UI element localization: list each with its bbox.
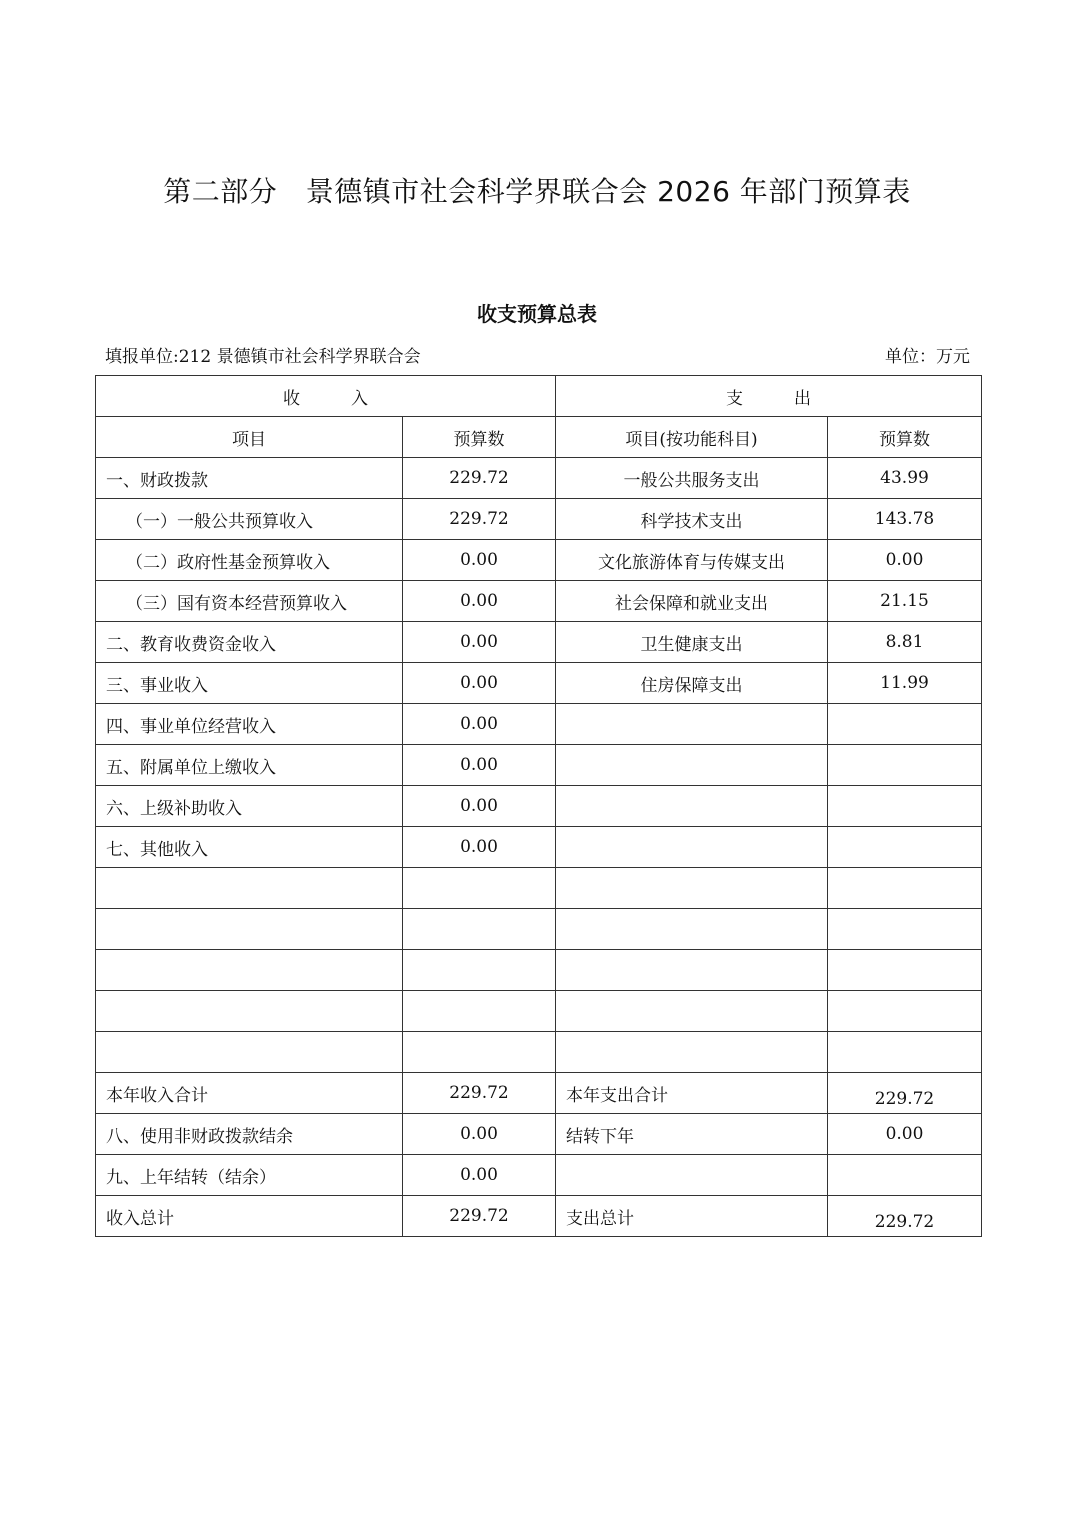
table-row xyxy=(96,663,982,704)
table-row xyxy=(96,1196,982,1237)
expense-amount xyxy=(828,786,982,827)
expense-item xyxy=(556,745,828,786)
income-item: 八、使用非财政拨款结余 xyxy=(96,1114,403,1155)
expense-amount: 11.99 xyxy=(828,663,982,704)
table-row xyxy=(96,909,982,950)
income-item xyxy=(96,868,403,909)
expense-amount xyxy=(828,1155,982,1196)
expense-amount xyxy=(828,827,982,868)
expense-amount: 0.00 xyxy=(828,1114,982,1155)
col-header-expense-item: 项目(按功能科目) xyxy=(556,417,828,458)
income-amount xyxy=(403,991,556,1032)
expense-item xyxy=(556,950,828,991)
table-row xyxy=(96,1032,982,1073)
col-header-income-amount: 预算数 xyxy=(403,417,556,458)
income-amount: 0.00 xyxy=(403,786,556,827)
group-header-row xyxy=(96,376,982,417)
income-item: （三）国有资本经营预算收入 xyxy=(96,581,403,622)
table-title: 收支预算总表 xyxy=(477,302,597,326)
income-amount: 229.72 xyxy=(403,458,556,499)
expense-amount xyxy=(828,704,982,745)
expense-amount: 21.15 xyxy=(828,581,982,622)
table-row xyxy=(96,458,982,499)
income-amount: 0.00 xyxy=(403,581,556,622)
expense-item xyxy=(556,991,828,1032)
income-item: （一）一般公共预算收入 xyxy=(96,499,403,540)
expense-item xyxy=(556,827,828,868)
expense-item xyxy=(556,909,828,950)
table-row xyxy=(96,868,982,909)
expense-header: 支 出 xyxy=(556,376,982,417)
expense-amount xyxy=(828,745,982,786)
income-header: 收 入 xyxy=(96,376,556,417)
currency-unit: 单位：万元 xyxy=(885,347,970,367)
table-row xyxy=(96,786,982,827)
income-amount xyxy=(403,950,556,991)
expense-amount: 43.99 xyxy=(828,458,982,499)
expense-item: 本年支出合计 xyxy=(556,1073,828,1114)
income-item xyxy=(96,950,403,991)
expense-item: 结转下年 xyxy=(556,1114,828,1155)
income-amount: 0.00 xyxy=(403,827,556,868)
table-row xyxy=(96,499,982,540)
expense-item xyxy=(556,1155,828,1196)
expense-amount: 229.72 xyxy=(828,1196,982,1237)
income-amount: 0.00 xyxy=(403,1155,556,1196)
expense-amount xyxy=(828,1032,982,1073)
expense-amount xyxy=(828,909,982,950)
income-amount xyxy=(403,868,556,909)
income-amount: 0.00 xyxy=(403,663,556,704)
table-row xyxy=(96,1155,982,1196)
table-row xyxy=(96,1114,982,1155)
expense-item: 社会保障和就业支出 xyxy=(556,581,828,622)
expense-item: 住房保障支出 xyxy=(556,663,828,704)
expense-amount: 143.78 xyxy=(828,499,982,540)
expense-item xyxy=(556,704,828,745)
income-amount: 0.00 xyxy=(403,704,556,745)
expense-amount: 229.72 xyxy=(828,1073,982,1114)
expense-item: 卫生健康支出 xyxy=(556,622,828,663)
document-title: 第二部分 景德镇市社会科学界联合会 2026 年部门预算表 xyxy=(163,175,911,208)
expense-amount: 0.00 xyxy=(828,540,982,581)
table-row xyxy=(96,704,982,745)
expense-item: 支出总计 xyxy=(556,1196,828,1237)
expense-item xyxy=(556,1032,828,1073)
table-row xyxy=(96,827,982,868)
col-header-income-item: 项目 xyxy=(96,417,403,458)
budget-summary-table xyxy=(95,375,982,1237)
income-item: 七、其他收入 xyxy=(96,827,403,868)
income-item xyxy=(96,1032,403,1073)
table-row xyxy=(96,745,982,786)
income-item xyxy=(96,909,403,950)
income-item xyxy=(96,991,403,1032)
table-row xyxy=(96,540,982,581)
expense-item: 文化旅游体育与传媒支出 xyxy=(556,540,828,581)
expense-item xyxy=(556,786,828,827)
income-item: 一、财政拨款 xyxy=(96,458,403,499)
income-amount: 229.72 xyxy=(403,1073,556,1114)
table-row xyxy=(96,622,982,663)
income-amount: 0.00 xyxy=(403,622,556,663)
expense-amount xyxy=(828,991,982,1032)
income-amount: 0.00 xyxy=(403,1114,556,1155)
column-header-row xyxy=(96,417,982,458)
table-row xyxy=(96,1073,982,1114)
expense-item: 一般公共服务支出 xyxy=(556,458,828,499)
income-amount xyxy=(403,909,556,950)
income-amount xyxy=(403,1032,556,1073)
filing-unit: 填报单位:212 景德镇市社会科学界联合会 xyxy=(105,347,421,367)
table-row xyxy=(96,991,982,1032)
income-item: 六、上级补助收入 xyxy=(96,786,403,827)
expense-amount: 8.81 xyxy=(828,622,982,663)
expense-item: 科学技术支出 xyxy=(556,499,828,540)
table-row xyxy=(96,950,982,991)
income-item: 本年收入合计 xyxy=(96,1073,403,1114)
expense-amount xyxy=(828,868,982,909)
expense-item xyxy=(556,868,828,909)
table-row xyxy=(96,581,982,622)
income-item: 五、附属单位上缴收入 xyxy=(96,745,403,786)
expense-amount xyxy=(828,950,982,991)
income-item: 四、事业单位经营收入 xyxy=(96,704,403,745)
income-item: （二）政府性基金预算收入 xyxy=(96,540,403,581)
income-amount: 0.00 xyxy=(403,745,556,786)
income-amount: 229.72 xyxy=(403,1196,556,1237)
col-header-expense-amount: 预算数 xyxy=(828,417,982,458)
income-amount: 229.72 xyxy=(403,499,556,540)
income-item: 九、上年结转（结余） xyxy=(96,1155,403,1196)
income-item: 收入总计 xyxy=(96,1196,403,1237)
income-item: 三、事业收入 xyxy=(96,663,403,704)
income-amount: 0.00 xyxy=(403,540,556,581)
income-item: 二、教育收费资金收入 xyxy=(96,622,403,663)
